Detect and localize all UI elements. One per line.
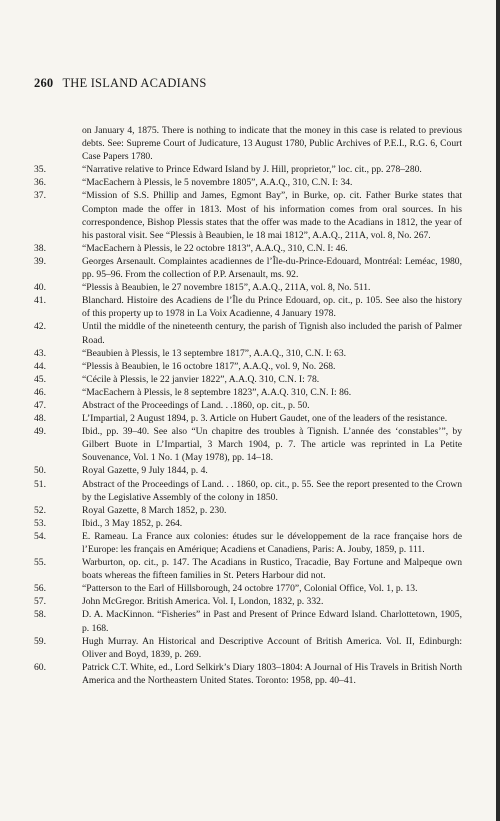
endnote-number: 56. [34,583,46,595]
endnote-text: “MacEachern à Plessis, le 22 octobre 1813”, A.A.Q., 310, C.N. I: 46. [82,242,348,254]
endnote-number: 55. [34,557,46,569]
endnote-item [34,242,462,255]
endnote-number: 41. [34,295,46,307]
endnote-number: 52. [34,504,46,516]
endnote-item [34,504,462,517]
endnote-number: 42. [34,321,46,333]
running-title: THE ISLAND ACADIANS [62,76,207,90]
endnote-text: on January 4, 1875. There is nothing to indicate that the money in this case is related to previous debts. See: Supreme Court of Judicature, 13 August 1780, Public Archives of P.E.I., R.G. 6, Court Case Papers 1780. [82,125,462,163]
endnote-number: 45. [34,373,46,385]
endnote-text: “Plessis à Beaubien, le 16 octobre 1817”, A.A.Q., vol. 9, No. 268. [82,360,336,372]
endnote-item [34,425,462,464]
endnote-text: Royal Gazette, 9 July 1844, p. 4. [82,465,208,477]
endnote-number: 40. [34,282,46,294]
endnote-number: 38. [34,242,46,254]
endnote-item [34,464,462,477]
endnote-number: 53. [34,517,46,529]
endnote-text: “MacEachern à Plessis, le 5 novembre 1805”, A.A.Q., 310, C.N. I: 34. [82,177,353,189]
endnote-number: 58. [34,609,46,621]
endnote-item [34,661,462,687]
endnote-item [34,595,462,608]
endnote-text: Royal Gazette, 8 March 1852, p. 230. [82,504,227,516]
endnote-item [34,360,462,373]
endnote-text: Georges Arsenault. Complaintes acadiennes de l’Île-du-Prince-Edouard, Montréal: Leméac, 1980, pp. 95–96. From the collection of P.P. Arsenault, ms. 92. [82,255,462,281]
endnote-item [34,320,462,346]
page-edge [496,0,500,821]
endnote-item [34,556,462,582]
endnote-number: 49. [34,426,46,438]
endnote-item [34,373,462,386]
endnote-item [34,124,462,163]
endnote-number: 59. [34,635,46,647]
endnote-text: L’Impartial, 2 August 1894, p. 3. Article on Hubert Gaudet, one of the leaders of the resistance. [82,413,448,425]
endnote-item [34,478,462,504]
endnote-item [34,530,462,556]
endnote-text: “Patterson to the Earl of Hillsborough, 24 octobre 1770”, Colonial Office, Vol. 1, p. 13. [82,583,418,595]
endnote-text: Ibid., pp. 39–40. See also “Un chapitre des troubles à Tignish. L’année des ‘constables’”, by Gilbert Buote in L’Impartial, 3 March 1904, p. 7. The article was reprinted in La Petite Souvenance, Vol. 1 No. 1 (May 1978), pp. 14–18. [82,426,462,464]
endnote-item [34,189,462,241]
endnote-item [34,255,462,281]
endnote-number: 39. [34,255,46,267]
endnote-text: Abstract of the Proceedings of Land. . . 1860, op. cit., p. 55. See the report presented to the Crown by the Legislative Assembly of the colony in 1850. [82,478,462,503]
endnote-number: 54. [34,530,46,542]
endnote-text: E. Rameau. La France aux colonies: études sur le développement de la race française hors de l’Europe: les français en Amérique; Acadiens et Canadiens, Paris: A. Jouby, 1859, p. 111. [82,530,462,555]
endnote-text: “Cécile à Plessis, le 22 janvier 1822”, A.A.Q. 310, C.N. I: 78. [82,373,320,385]
endnote-text: “Narrative relative to Prince Edward Island by J. Hill, proprietor,” loc. cit., pp. 278–280. [82,164,422,176]
endnote-item [34,399,462,412]
endnote-number: 51. [34,478,46,490]
endnote-number: 47. [34,399,46,411]
endnote-text: John McGregor. British America. Vol. I, London, 1832, p. 332. [82,596,324,608]
endnote-item [34,412,462,425]
endnote-number: 46. [34,386,46,398]
endnote-item [34,281,462,294]
endnote-text: D. A. MacKinnon. “Fisheries” in Past and Present of Prince Edward Island. Charlottetown, 1905, p. 168. [82,609,462,634]
endnote-number: 35. [34,164,46,176]
endnote-item [34,517,462,530]
endnote-text: Blanchard. Histoire des Acadiens de l’Île du Prince Edouard, op. cit., p. 105. See also the history of this property up to 1978 in La Voix Acadienne, 4 January 1978. [82,295,462,320]
endnote-text: “Plessis à Beaubien, le 27 novembre 1815”, A.A.Q., 211A, vol. 8, No. 511. [82,282,371,294]
endnote-number: 60. [34,661,46,673]
endnote-item [34,163,462,176]
endnote-item [34,347,462,360]
endnote-item [34,386,462,399]
endnote-text: Until the middle of the nineteenth century, the parish of Tignish also included the parish of Palmer Road. [82,321,462,346]
endnote-item [34,608,462,634]
endnote-text: “Beaubien à Plessis, le 13 septembre 1817”, A.A.Q., 310, C.N. I: 63. [82,347,347,359]
endnote-item [34,294,462,320]
endnote-number: 48. [34,413,46,425]
page-number: 260 [34,76,54,90]
endnote-text: “Mission of S.S. Phillip and James, Egmont Bay”, in Burke, op. cit. Father Burke states that Compton made the offer in 1813. Most of his information comes from oral sources. In his correspondence, Bishop Plessis states that the offer was made to the Acadians in 1812, the year of his pastoral visit. See “Plessis à Beaubien, le 18 mai 1812”, A.A.Q., 211A, vol. 8, No. 267. [82,190,462,241]
endnote-text: Warburton, op. cit., p. 147. The Acadians in Rustico, Tracadie, Bay Fortune and Malpeque own boats whereas the fifteen families in St. Peters Harbour did not. [82,557,462,582]
endnote-text: Patrick C.T. White, ed., Lord Selkirk’s Diary 1803–1804: A Journal of His Travels in British North America and the Northeastern United States. Toronto: 1958, pp. 40–41. [82,661,462,686]
endnote-text: “MacEachern à Plessis, le 8 septembre 1823”, A.A.Q. 310, C.N. I: 86. [82,386,352,398]
endnote-text: Ibid., 3 May 1852, p. 264. [82,517,183,529]
endnote-item [34,176,462,189]
endnote-number: 36. [34,177,46,189]
endnote-number: 50. [34,465,46,477]
endnote-number: 44. [34,360,46,372]
endnote-item [34,635,462,661]
endnote-number: 37. [34,190,46,202]
endnotes-list [34,124,462,687]
running-head [34,76,207,91]
endnote-number: 57. [34,596,46,608]
endnote-text: Abstract of the Proceedings of Land. . .1860, op. cit., p. 50. [82,399,310,411]
endnote-text: Hugh Murray. An Historical and Descriptive Account of British America. Vol. II, Edinburgh: Oliver and Boyd, 1839, p. 269. [82,635,462,660]
endnote-item [34,582,462,595]
endnote-number: 43. [34,347,46,359]
